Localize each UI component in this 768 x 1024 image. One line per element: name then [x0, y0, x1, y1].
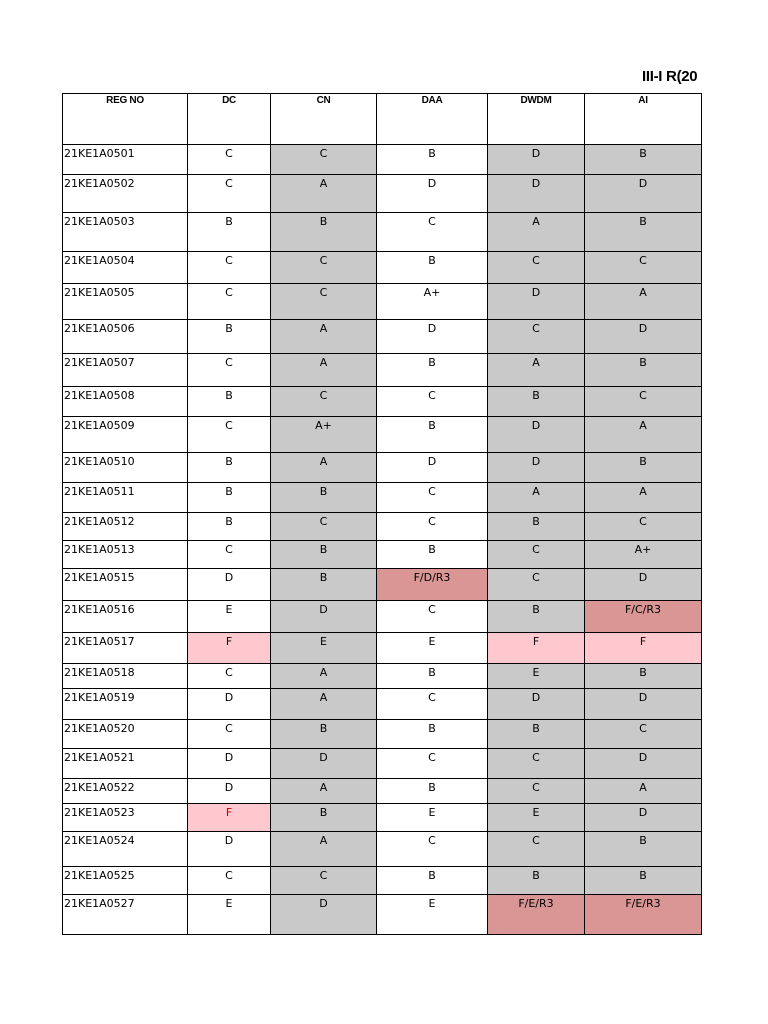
reg-no-cell: 21KE1A0522	[63, 779, 188, 804]
table-row	[63, 664, 702, 689]
dc-grade-cell: B	[188, 320, 271, 354]
table-row	[63, 175, 702, 213]
dwdm-grade-cell: D	[488, 145, 585, 175]
ai-grade-cell: D	[585, 175, 702, 213]
reg-no-cell: 21KE1A0519	[63, 689, 188, 720]
cn-grade-cell: A	[271, 453, 377, 483]
daa-grade-cell: C	[377, 387, 488, 417]
reg-no-cell: 21KE1A0501	[63, 145, 188, 175]
daa-grade-cell: B	[377, 664, 488, 689]
daa-grade-cell: E	[377, 804, 488, 832]
daa-grade-cell: C	[377, 513, 488, 541]
cn-grade-cell: A	[271, 664, 377, 689]
ai-grade-cell: B	[585, 664, 702, 689]
cn-grade-cell: A	[271, 175, 377, 213]
cn-grade-cell: A	[271, 689, 377, 720]
cn-grade-cell: B	[271, 804, 377, 832]
reg-no-cell: 21KE1A0505	[63, 284, 188, 320]
dc-grade-cell: C	[188, 664, 271, 689]
cn-grade-cell: C	[271, 387, 377, 417]
dwdm-grade-cell: C	[488, 252, 585, 284]
reg-no-cell: 21KE1A0524	[63, 832, 188, 867]
ai-grade-cell: C	[585, 387, 702, 417]
reg-no-cell: 21KE1A0525	[63, 867, 188, 895]
table-row	[63, 417, 702, 453]
dwdm-grade-cell: C	[488, 541, 585, 569]
reg-no-cell: 21KE1A0523	[63, 804, 188, 832]
reg-no-cell: 21KE1A0507	[63, 354, 188, 387]
cn-grade-cell: E	[271, 633, 377, 664]
reg-no-cell: 21KE1A0515	[63, 569, 188, 601]
dwdm-grade-cell: F/E/R3	[488, 895, 585, 935]
table-row	[63, 387, 702, 417]
header-regno: REG NO	[63, 94, 188, 145]
daa-grade-cell: E	[377, 895, 488, 935]
table-row	[63, 513, 702, 541]
ai-grade-cell: D	[585, 804, 702, 832]
header-daa: DAA	[377, 94, 488, 145]
dc-grade-cell: C	[188, 252, 271, 284]
dwdm-grade-cell: C	[488, 779, 585, 804]
daa-grade-cell: A+	[377, 284, 488, 320]
dc-grade-cell: B	[188, 387, 271, 417]
dc-grade-cell: B	[188, 483, 271, 513]
daa-grade-cell: C	[377, 749, 488, 779]
dc-grade-cell: E	[188, 895, 271, 935]
dwdm-grade-cell: A	[488, 213, 585, 252]
table-row	[63, 895, 702, 935]
dc-grade-cell: D	[188, 569, 271, 601]
ai-grade-cell: D	[585, 320, 702, 354]
dwdm-grade-cell: F	[488, 633, 585, 664]
dwdm-grade-cell: C	[488, 749, 585, 779]
table-row	[63, 284, 702, 320]
cn-grade-cell: D	[271, 749, 377, 779]
dwdm-grade-cell: A	[488, 483, 585, 513]
dwdm-grade-cell: D	[488, 689, 585, 720]
header-cn: CN	[271, 94, 377, 145]
reg-no-cell: 21KE1A0509	[63, 417, 188, 453]
reg-no-cell: 21KE1A0506	[63, 320, 188, 354]
reg-no-cell: 21KE1A0518	[63, 664, 188, 689]
reg-no-cell: 21KE1A0521	[63, 749, 188, 779]
header-row	[63, 94, 702, 145]
dc-grade-cell: C	[188, 720, 271, 749]
ai-grade-cell: B	[585, 832, 702, 867]
dc-grade-cell: D	[188, 749, 271, 779]
table-row	[63, 320, 702, 354]
table-row	[63, 804, 702, 832]
grades-table	[62, 93, 702, 935]
ai-grade-cell: D	[585, 569, 702, 601]
dc-grade-cell: C	[188, 354, 271, 387]
cn-grade-cell: A	[271, 832, 377, 867]
header-ai: AI	[585, 94, 702, 145]
table-row	[63, 252, 702, 284]
ai-grade-cell: A	[585, 417, 702, 453]
cn-grade-cell: D	[271, 601, 377, 633]
reg-no-cell: 21KE1A0512	[63, 513, 188, 541]
reg-no-cell: 21KE1A0516	[63, 601, 188, 633]
ai-grade-cell: C	[585, 513, 702, 541]
table-row	[63, 720, 702, 749]
table-row	[63, 601, 702, 633]
dc-grade-cell: C	[188, 145, 271, 175]
dwdm-grade-cell: B	[488, 601, 585, 633]
table-row	[63, 689, 702, 720]
daa-grade-cell: B	[377, 252, 488, 284]
ai-grade-cell: A	[585, 779, 702, 804]
header-dwdm: DWDM	[488, 94, 585, 145]
reg-no-cell: 21KE1A0513	[63, 541, 188, 569]
page-title: III-I R(20	[642, 68, 698, 85]
dc-grade-cell: E	[188, 601, 271, 633]
dwdm-grade-cell: C	[488, 569, 585, 601]
ai-grade-cell: B	[585, 453, 702, 483]
dwdm-grade-cell: B	[488, 720, 585, 749]
cn-grade-cell: A	[271, 320, 377, 354]
daa-grade-cell: C	[377, 483, 488, 513]
daa-grade-cell: B	[377, 541, 488, 569]
dc-grade-cell: D	[188, 779, 271, 804]
daa-grade-cell: B	[377, 779, 488, 804]
dc-grade-cell: D	[188, 689, 271, 720]
dwdm-grade-cell: C	[488, 320, 585, 354]
reg-no-cell: 21KE1A0520	[63, 720, 188, 749]
ai-grade-cell: B	[585, 145, 702, 175]
dwdm-grade-cell: B	[488, 867, 585, 895]
reg-no-cell: 21KE1A0517	[63, 633, 188, 664]
reg-no-cell: 21KE1A0502	[63, 175, 188, 213]
dwdm-grade-cell: D	[488, 284, 585, 320]
dc-grade-cell: D	[188, 832, 271, 867]
daa-grade-cell: B	[377, 145, 488, 175]
ai-grade-cell: C	[585, 252, 702, 284]
dc-grade-cell: C	[188, 284, 271, 320]
daa-grade-cell: C	[377, 689, 488, 720]
table-row	[63, 779, 702, 804]
daa-grade-cell: C	[377, 832, 488, 867]
ai-grade-cell: D	[585, 749, 702, 779]
table-row	[63, 213, 702, 252]
table-row	[63, 453, 702, 483]
daa-grade-cell: B	[377, 354, 488, 387]
table-row	[63, 749, 702, 779]
daa-grade-cell: F/D/R3	[377, 569, 488, 601]
dc-grade-cell: C	[188, 541, 271, 569]
dc-grade-cell: C	[188, 417, 271, 453]
dwdm-grade-cell: E	[488, 804, 585, 832]
dwdm-grade-cell: E	[488, 664, 585, 689]
ai-grade-cell: A+	[585, 541, 702, 569]
ai-grade-cell: F/C/R3	[585, 601, 702, 633]
table-row	[63, 867, 702, 895]
cn-grade-cell: A+	[271, 417, 377, 453]
daa-grade-cell: D	[377, 175, 488, 213]
dwdm-grade-cell: D	[488, 453, 585, 483]
reg-no-cell: 21KE1A0511	[63, 483, 188, 513]
dwdm-grade-cell: D	[488, 175, 585, 213]
header-dc: DC	[188, 94, 271, 145]
reg-no-cell: 21KE1A0527	[63, 895, 188, 935]
daa-grade-cell: C	[377, 213, 488, 252]
ai-grade-cell: F	[585, 633, 702, 664]
cn-grade-cell: B	[271, 541, 377, 569]
cn-grade-cell: A	[271, 354, 377, 387]
dc-grade-cell: F	[188, 804, 271, 832]
dc-grade-cell: B	[188, 453, 271, 483]
cn-grade-cell: B	[271, 569, 377, 601]
cn-grade-cell: C	[271, 284, 377, 320]
table-row	[63, 541, 702, 569]
daa-grade-cell: C	[377, 601, 488, 633]
ai-grade-cell: B	[585, 213, 702, 252]
reg-no-cell: 21KE1A0508	[63, 387, 188, 417]
table-row	[63, 145, 702, 175]
cn-grade-cell: B	[271, 213, 377, 252]
ai-grade-cell: F/E/R3	[585, 895, 702, 935]
table-row	[63, 483, 702, 513]
cn-grade-cell: D	[271, 895, 377, 935]
dc-grade-cell: F	[188, 633, 271, 664]
dc-grade-cell: B	[188, 213, 271, 252]
reg-no-cell: 21KE1A0503	[63, 213, 188, 252]
daa-grade-cell: B	[377, 417, 488, 453]
ai-grade-cell: B	[585, 354, 702, 387]
daa-grade-cell: E	[377, 633, 488, 664]
cn-grade-cell: B	[271, 483, 377, 513]
cn-grade-cell: C	[271, 145, 377, 175]
daa-grade-cell: B	[377, 720, 488, 749]
ai-grade-cell: B	[585, 867, 702, 895]
ai-grade-cell: A	[585, 284, 702, 320]
dwdm-grade-cell: D	[488, 417, 585, 453]
cn-grade-cell: C	[271, 513, 377, 541]
ai-grade-cell: D	[585, 689, 702, 720]
cn-grade-cell: C	[271, 867, 377, 895]
dc-grade-cell: C	[188, 175, 271, 213]
dwdm-grade-cell: A	[488, 354, 585, 387]
daa-grade-cell: D	[377, 453, 488, 483]
dwdm-grade-cell: B	[488, 387, 585, 417]
daa-grade-cell: D	[377, 320, 488, 354]
dc-grade-cell: B	[188, 513, 271, 541]
dc-grade-cell: C	[188, 867, 271, 895]
cn-grade-cell: B	[271, 720, 377, 749]
daa-grade-cell: B	[377, 867, 488, 895]
ai-grade-cell: A	[585, 483, 702, 513]
table-row	[63, 354, 702, 387]
table-row	[63, 569, 702, 601]
table-row	[63, 633, 702, 664]
ai-grade-cell: C	[585, 720, 702, 749]
dwdm-grade-cell: B	[488, 513, 585, 541]
reg-no-cell: 21KE1A0510	[63, 453, 188, 483]
cn-grade-cell: A	[271, 779, 377, 804]
cn-grade-cell: C	[271, 252, 377, 284]
dwdm-grade-cell: C	[488, 832, 585, 867]
reg-no-cell: 21KE1A0504	[63, 252, 188, 284]
table-row	[63, 832, 702, 867]
